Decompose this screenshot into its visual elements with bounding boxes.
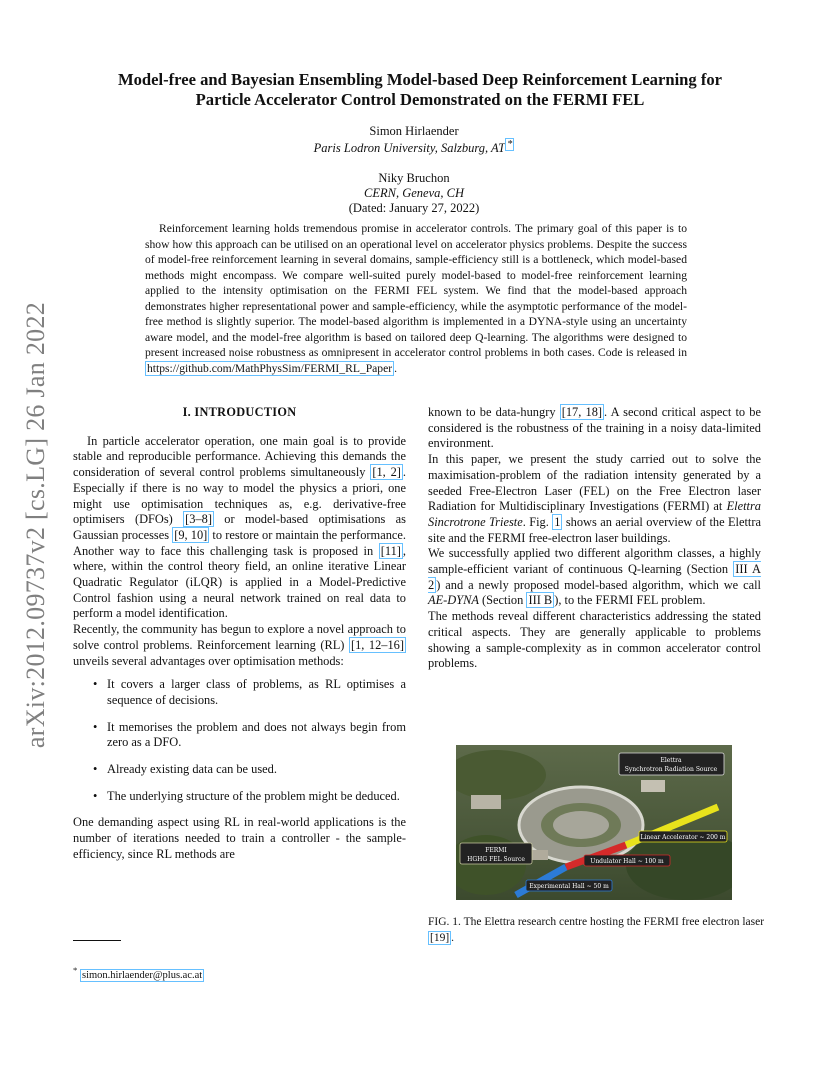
citation[interactable]: [1, 2] <box>372 465 401 480</box>
right-column <box>428 405 761 672</box>
author-1 <box>0 124 828 156</box>
left-column <box>73 405 406 863</box>
right-paragraph-2: In this paper, we present the study carried out to solve the maximisation-problem of the radiation intensity generated by a seeded Free-Electron Laser (FEL) on the Free Electron laser Radiation for Multidisciplinary Investigations (FERMI) at Elettra Sincrotrone Trieste. Fig. 1 shows an aerial overview of the Elettra site and the FERMI free-electron laser buildings. <box>428 452 761 545</box>
right-paragraph-1: known to be data-hungry [17, 18] . A second critical aspect to be considered is the robustness of the training in a noisy data-limited environment. <box>428 405 761 451</box>
label-experimental-hall <box>526 880 612 891</box>
label-linac <box>639 831 727 842</box>
intro-paragraph-3: One demanding aspect using RL in real-world applications is the number of iterations needed to train a controller - the sample-efficiency, since RL methods are <box>73 815 406 861</box>
svg-text:FERMI: FERMI <box>485 847 507 854</box>
abstract: Reinforcement learning holds tremendous promise in accelerator controls. The primary goal of this paper is to show how this approach can be utilised on an operational level on accelerator physics problems. Despite the success of model-free reinforcement learning in several domains, sample-efficiency still is a bottleneck, which model-based methods might encompass. We compare well-suited purely model-based to model-free reinforcement learning applied to the intensity optimisation on the FERMI FEL system. We find that the model-based approach demonstrates higher representational power and sample-efficiency, while the asymptotic performance of the model-free method is slightly superior. The model-based algorithm is implemented in a DYNA-style using an uncertainty aware model, and the model-free algorithm is based on tailored deep Q-learning. The algorithms were designed to present increased noise robustness as omnipresent in accelerator control problems in both cases. Code is released in https://github.com/MathPhysSim/FERMI_RL_Paper . <box>145 222 687 375</box>
aerial-photo <box>456 745 732 900</box>
list-item: • It covers a larger class of problems, as RL optimises a sequence of decisions. <box>107 677 406 708</box>
citation[interactable]: [17, 18] <box>561 405 603 419</box>
intro-paragraph-2: Recently, the community has begun to explore a novel approach to solve control problems. Reinforcement learning (RL) [1, 12–16] unveils several advantages over optimisation methods: <box>73 622 406 668</box>
author-2 <box>0 171 828 216</box>
title-line-1: Model-free and Bayesian Ensembling Model-based Deep Reinforcement Learning for <box>117 70 723 89</box>
list-item: • Already existing data can be used. <box>107 762 406 778</box>
paper-title <box>70 70 770 110</box>
citation[interactable]: [19] <box>430 931 450 944</box>
author-1-affiliation: Paris Lodron University, Salzburg, AT * <box>313 139 513 156</box>
elettra-aerial-figure <box>456 745 732 900</box>
right-paragraph-3: We successfully applied two different algorithm classes, a highly sample-efficient variant of continuous Q-learning (Section III A 2 ) and a newly proposed model-based algorithm, which we call AE-DYNA (Section III B ), to the FERMI FEL problem. <box>428 546 761 608</box>
label-undulator <box>584 855 670 866</box>
footnote: * simon.hirlaender@plus.ac.at <box>73 965 203 981</box>
intro-paragraph-1: In particle accelerator operation, one main goal is to provide stable and reproducible performance. Achieving this demands the consideration of several control problems simultaneously [1, 2] . Especially if there is no way to model the physics a priori, one might use optimisation techniques as, e.g. derivative-free optimisers (DFOs) [3–8] or model-based optimisations as Gaussian processes [9, 10] to restore or maintain the performance. Another way to face this challenging task is proposed in [11] , where, within the control theory field, an online iterative Linear Quadratic Regulator (iLQR) is applied in a Model-Predictive Control fashion using a neural network trained on real data to perform a model identification. <box>73 433 406 621</box>
figure-ref[interactable]: 1 <box>554 514 561 529</box>
advantages-list <box>73 677 406 804</box>
author-2-name: Niky Bruchon <box>378 171 450 185</box>
svg-text:HGHG FEL Source: HGHG FEL Source <box>467 856 525 863</box>
arxiv-stamp-text: arXiv:2012.09737v2 [cs.LG] 26 Jan 2022 <box>21 301 50 749</box>
svg-text:Elettra: Elettra <box>660 757 682 764</box>
right-paragraph-4: The methods reveal different characteristics addressing the stated critical aspects. They are generally applicable to problems showing a sample-complexity as in common accelerator control problems. <box>428 609 761 671</box>
abstract-text: Reinforcement learning holds tremendous promise in accelerator controls. The primary goal of this paper is to show how this approach can be utilised on an operational level on accelerator physics problems. Despite the success of model-free reinforcement learning in several domains, sample-efficiency still is a bottleneck, which model-based methods might encompass. We compare well-suited purely model-based to model-free reinforcement learning applied to the intensity optimisation on the FERMI FEL system. We find that the model-based approach demonstrates higher representational power and sample-efficiency, while the asymptotic performance of the model-free method is slightly superior. The model-based algorithm is implemented in a DYNA-style using an uncertainty aware model, and the model-free algorithm is based on tailored deep Q-learning. The algorithms were designed to present increased noise robustness as omnipresent in accelerator control problems in both cases. Code is released in <box>145 222 687 359</box>
arxiv-stamp <box>14 290 58 760</box>
section-heading: I. INTRODUCTION <box>182 405 297 419</box>
author-1-footnote-mark[interactable]: * <box>507 139 513 150</box>
label-fermi <box>460 843 532 864</box>
svg-text:Undulator Hall ~ 100 m: Undulator Hall ~ 100 m <box>590 858 664 865</box>
email-link[interactable]: simon.hirlaender@plus.ac.at <box>82 969 203 981</box>
code-link[interactable]: https://github.com/MathPhysSim/FERMI_RL_Paper <box>147 361 393 375</box>
svg-text:Experimental Hall ~ 50 m: Experimental Hall ~ 50 m <box>529 883 609 890</box>
label-elettra <box>619 753 724 775</box>
dated-line: (Dated: January 27, 2022) <box>348 201 480 215</box>
figure-caption: FIG. 1. The Elettra research centre hosting the FERMI free electron laser [19] . <box>428 916 765 944</box>
title-line-2: Particle Accelerator Control Demonstrated on the FERMI FEL <box>195 90 645 109</box>
list-item: • The underlying structure of the problem might be deduced. <box>107 789 406 805</box>
citation[interactable]: [1, 12–16] <box>350 637 405 652</box>
citation[interactable]: [11] <box>380 543 401 558</box>
list-item: • It memorises the problem and does not always begin from zero as a DFO. <box>107 720 406 751</box>
section-ref[interactable]: III A 2 <box>428 562 761 592</box>
citation[interactable]: [3–8] <box>185 512 212 527</box>
author-1-name: Simon Hirlaender <box>369 124 459 138</box>
svg-text:Synchrotron Radiation Source: Synchrotron Radiation Source <box>624 766 718 773</box>
footnote-rule <box>73 940 121 941</box>
citation[interactable]: [9, 10] <box>174 527 208 542</box>
section-ref[interactable]: III B <box>528 593 553 608</box>
author-2-affiliation: CERN, Geneva, CH <box>364 186 464 200</box>
svg-text:Linear Accelerator ~ 200 m: Linear Accelerator ~ 200 m <box>640 834 726 841</box>
